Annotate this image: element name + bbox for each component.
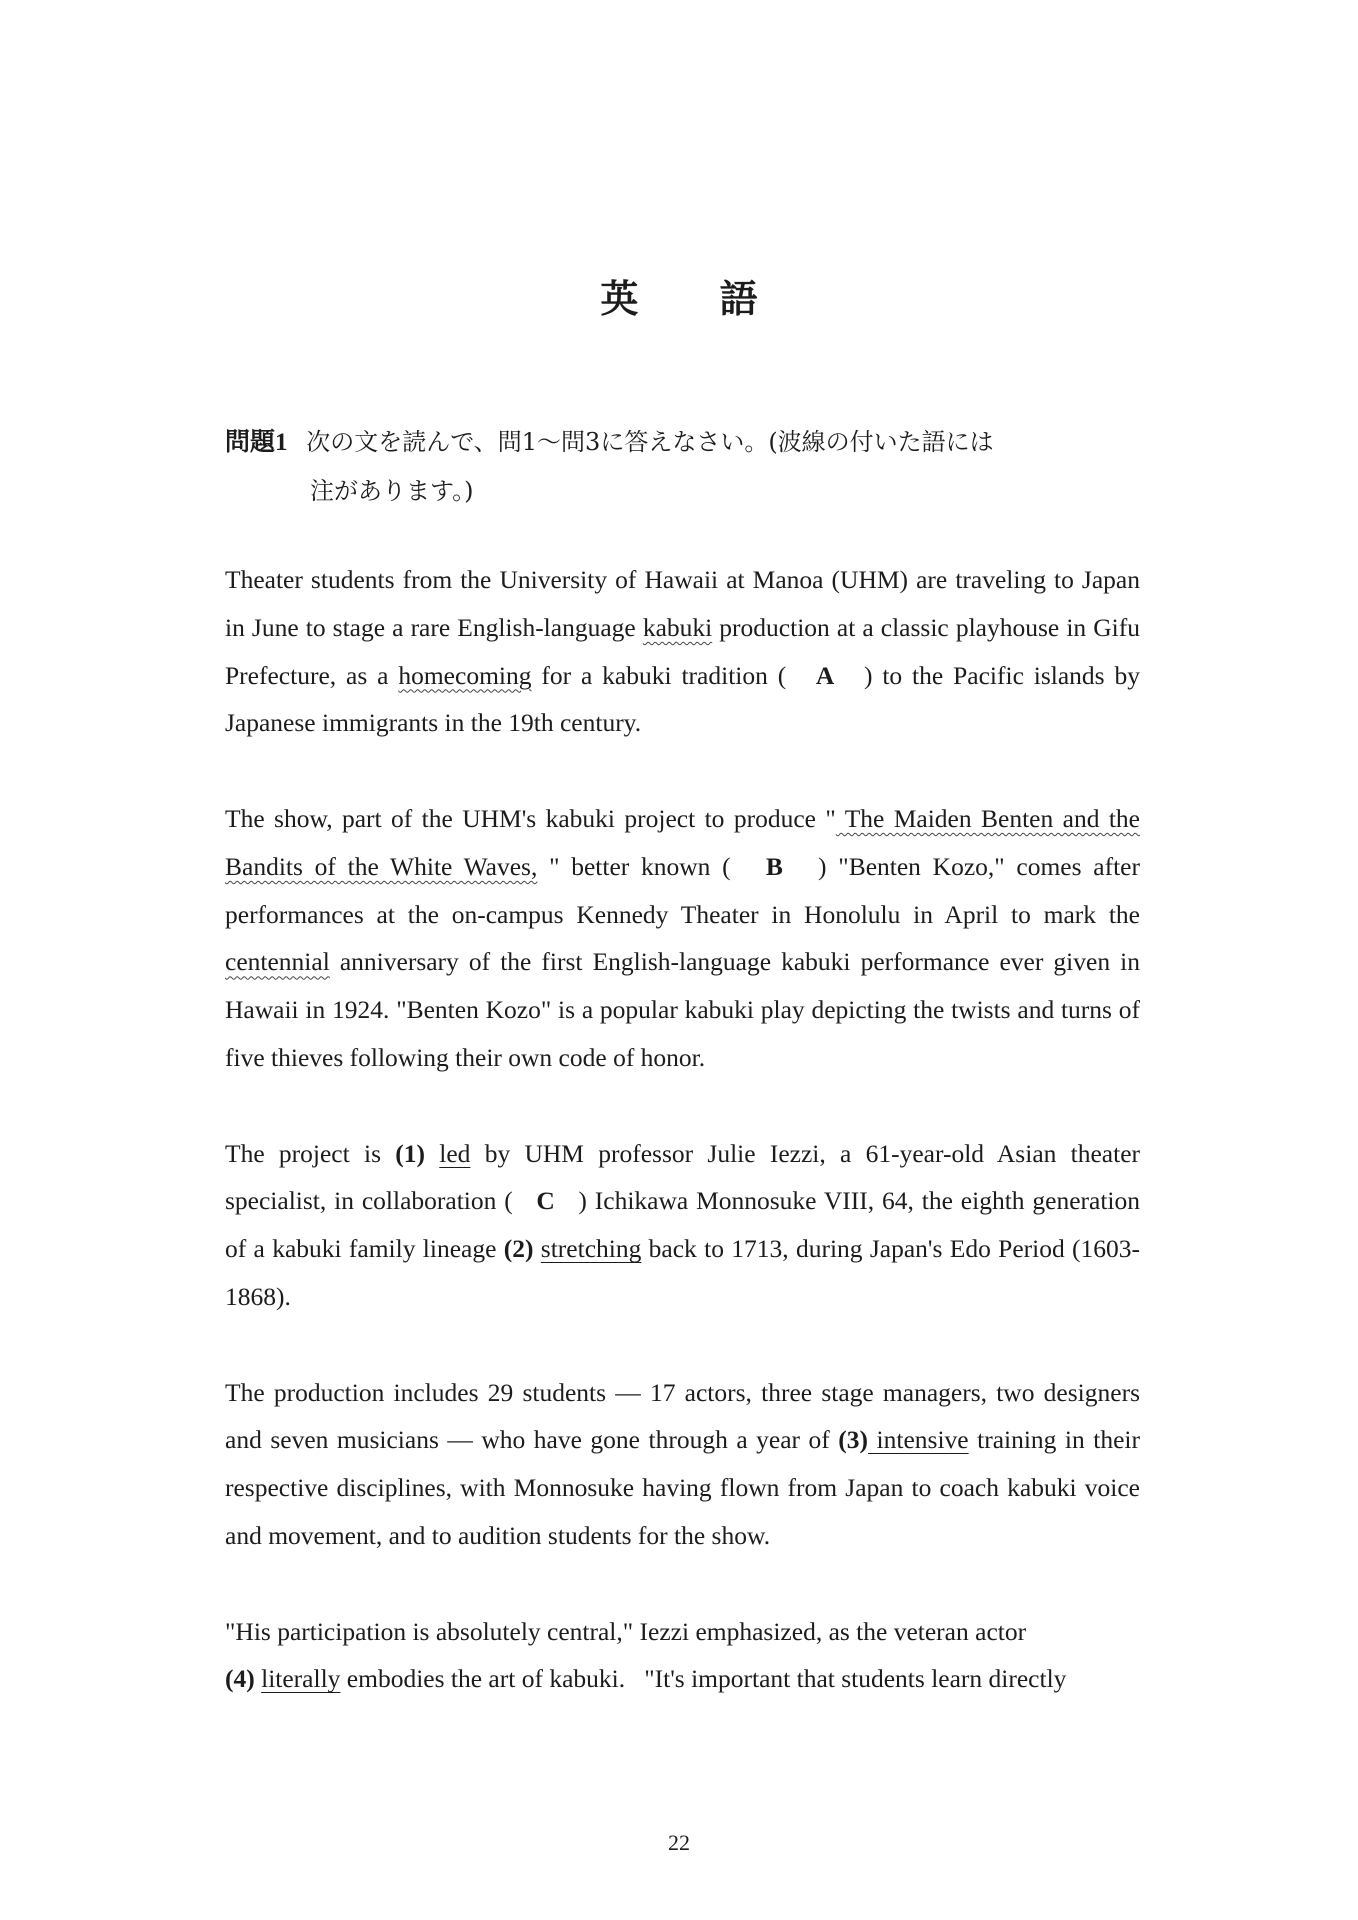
page-title: 英 語 bbox=[600, 277, 792, 321]
blank-a: A bbox=[815, 660, 835, 690]
instruction-text: 次の文を読んで、問1〜問3に答えなさい。(波線の付いた語には bbox=[306, 428, 994, 456]
question-instruction bbox=[225, 418, 1145, 516]
annotated-word: kabuki bbox=[642, 612, 713, 642]
annotated-word: centennial bbox=[225, 947, 330, 977]
blank-b: B bbox=[765, 851, 783, 881]
annotated-word: homecoming bbox=[398, 660, 532, 690]
underlined-word-1: led bbox=[439, 1138, 471, 1168]
item-number-4: (4) bbox=[225, 1664, 255, 1694]
instruction-text-cont: 注があります。) bbox=[310, 477, 474, 505]
page-number: 22 bbox=[668, 1830, 690, 1855]
passage-paragraph-1: Theater students from the University of Hawaii at Manoa (UHM) are traveling to Japan in June to stage a rare English-language kabuki production at a classic playhouse in Gifu Prefecture, as a homecoming for a kabuki tradition ( A ) to the Pacific islands by Japanese immigrants in the 19th century. bbox=[225, 565, 1140, 738]
instruction-line-1 bbox=[225, 418, 1145, 467]
annotated-title: The Maiden Benten and the Bandits of the White Waves, bbox=[225, 803, 1141, 881]
question-label: 問題1 bbox=[225, 429, 288, 456]
passage-paragraph-5: "His participation is absolutely central," Iezzi emphasized, as the veteran actor (4) literally embodies the art of kabuki. "It's important that students learn directly bbox=[225, 1616, 1067, 1694]
underlined-word-3: intensive bbox=[868, 1425, 969, 1455]
item-number-1: (1) bbox=[395, 1138, 425, 1168]
reading-passage bbox=[225, 556, 1140, 1751]
blank-c: C bbox=[536, 1186, 555, 1216]
underlined-word-2: stretching bbox=[540, 1234, 642, 1264]
passage-paragraph-2: The show, part of the UHM's kabuki project to produce " The Maiden Benten and the Bandits of the White Waves, " better known ( B ) "Benten Kozo," comes after performances at the on-campus Kennedy Theater in Honolulu in April to mark the centennial anniversary of the first English-language kabuki performance ever given in Hawaii in 1924. "Benten Kozo" is a popular kabuki play depicting the twists and turns of five thieves following their own code of honor. bbox=[225, 803, 1141, 1072]
passage-paragraph-4: The production includes 29 students — 17 actors, three stage managers, two designers and seven musicians — who have gone through a year of (3) intensive training in their respective disciplines, with Monnosuke having flown from Japan to coach kabuki voice and movement, and to audition students for the show. bbox=[225, 1377, 1140, 1550]
item-number-3: (3) bbox=[838, 1425, 869, 1455]
underlined-word-4: literally bbox=[261, 1664, 341, 1694]
instruction-line-2 bbox=[225, 467, 1145, 516]
passage-paragraph-3: The project is (1) led by UHM professor Julie Iezzi, a 61-year-old Asian theater specialist, in collaboration ( C ) Ichikawa Monnosuke VIII, 64, the eighth generation of a kabuki family lineage (2) stretching back to 1713, during Japan's Edo Period (1603-1868). bbox=[225, 1138, 1141, 1311]
item-number-2: (2) bbox=[503, 1234, 534, 1264]
